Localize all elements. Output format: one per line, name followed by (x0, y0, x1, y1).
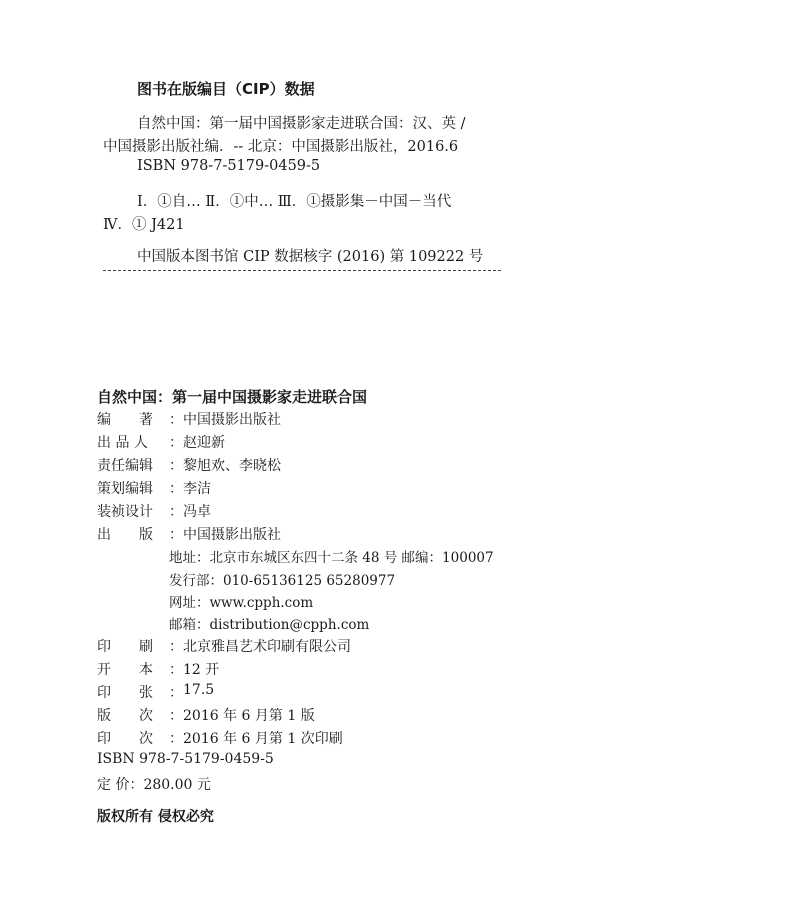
credit-label: 出 版 (97, 527, 153, 543)
credit-label: 策划编辑 (97, 481, 153, 497)
spec-label: 版 次 (97, 708, 153, 724)
cip-title: 图书在版编目（CIP）数据 (137, 80, 315, 98)
cip-isbn: ISBN 978-7-5179-0459-5 (137, 158, 321, 174)
spec-value: 北京雅昌艺术印刷有限公司 (183, 639, 351, 655)
spec-label: 开 本 (97, 662, 153, 678)
spec-value: 2016 年 6 月第 1 版 (183, 708, 315, 724)
publisher-email: 邮箱：distribution@cpph.com (169, 617, 370, 633)
credit-label: 出 品 人 (97, 435, 148, 451)
dashed-divider (103, 270, 501, 271)
book-isbn: ISBN 978-7-5179-0459-5 (97, 751, 274, 767)
spec-label: 印 刷 (97, 639, 153, 655)
publisher-address: 地址：北京市东城区东四十二条 48 号 邮编：100007 (169, 550, 494, 566)
credit-row-planning-editor: 策划编辑 ： 李洁 (97, 478, 211, 498)
credit-label: 装祯设计 (97, 504, 153, 520)
credit-value: 赵迎新 (183, 435, 225, 451)
spec-row-edition: 版 次 ： 2016 年 6 月第 1 版 (97, 705, 315, 725)
cip-record-number: 中国版本图书馆 CIP 数据核字 (2016) 第 109222 号 (137, 249, 484, 265)
credit-value: 中国摄影出版社 (183, 412, 281, 428)
cip-line-1: 自然中国：第一届中国摄影家走进联合国：汉、英 / (137, 116, 466, 132)
credit-row-producer: 出 品 人 ： 赵迎新 (97, 432, 225, 452)
cip-classification-2: Ⅳ．① J421 (103, 217, 185, 233)
credit-value: 冯卓 (183, 504, 211, 520)
credit-row-designer: 装祯设计 ： 冯卓 (97, 501, 211, 521)
credit-row-editor: 责任编辑 ： 黎旭欢、李晓松 (97, 455, 281, 475)
cip-classification-1: Ⅰ．①自… Ⅱ．①中… Ⅲ．①摄影集－中国－当代 (137, 194, 452, 210)
spec-value: 2016 年 6 月第 1 次印刷 (183, 731, 343, 747)
credit-label: 编 著 (97, 412, 153, 428)
credit-row-author: 编 著 ： 中国摄影出版社 (97, 409, 281, 429)
spec-row-format: 开 本 ： 12 开 (97, 659, 219, 679)
cip-line-2: 中国摄影出版社编．-- 北京：中国摄影出版社，2016.6 (103, 139, 459, 155)
spec-row-printing: 印 次 ： 2016 年 6 月第 1 次印刷 (97, 728, 343, 748)
price-label: 定 价： (97, 777, 144, 793)
spec-label: 印 张 (97, 685, 153, 701)
credit-value: 黎旭欢、李晓松 (183, 458, 281, 474)
credit-value: 中国摄影出版社 (183, 527, 281, 543)
credit-label: 责任编辑 (97, 458, 153, 474)
publisher-website: 网址：www.cpph.com (169, 595, 314, 611)
spec-row-printer: 印 刷 ： 北京雅昌艺术印刷有限公司 (97, 636, 351, 656)
credit-value: 李洁 (183, 481, 211, 497)
publisher-distribution: 发行部：010-65136125 65280977 (169, 573, 396, 589)
copyright-notice: 版权所有 侵权必究 (97, 809, 214, 825)
spec-label: 印 次 (97, 731, 153, 747)
spec-value: 17.5 (183, 682, 215, 698)
price-row (97, 774, 211, 794)
spec-row-sheets: 印 张 ： 17.5 (97, 682, 215, 701)
book-title: 自然中国：第一届中国摄影家走进联合国 (97, 388, 368, 406)
price-value: 280.00 元 (143, 777, 211, 793)
spec-value: 12 开 (183, 662, 220, 678)
credit-row-publisher: 出 版 ： 中国摄影出版社 (97, 524, 281, 544)
